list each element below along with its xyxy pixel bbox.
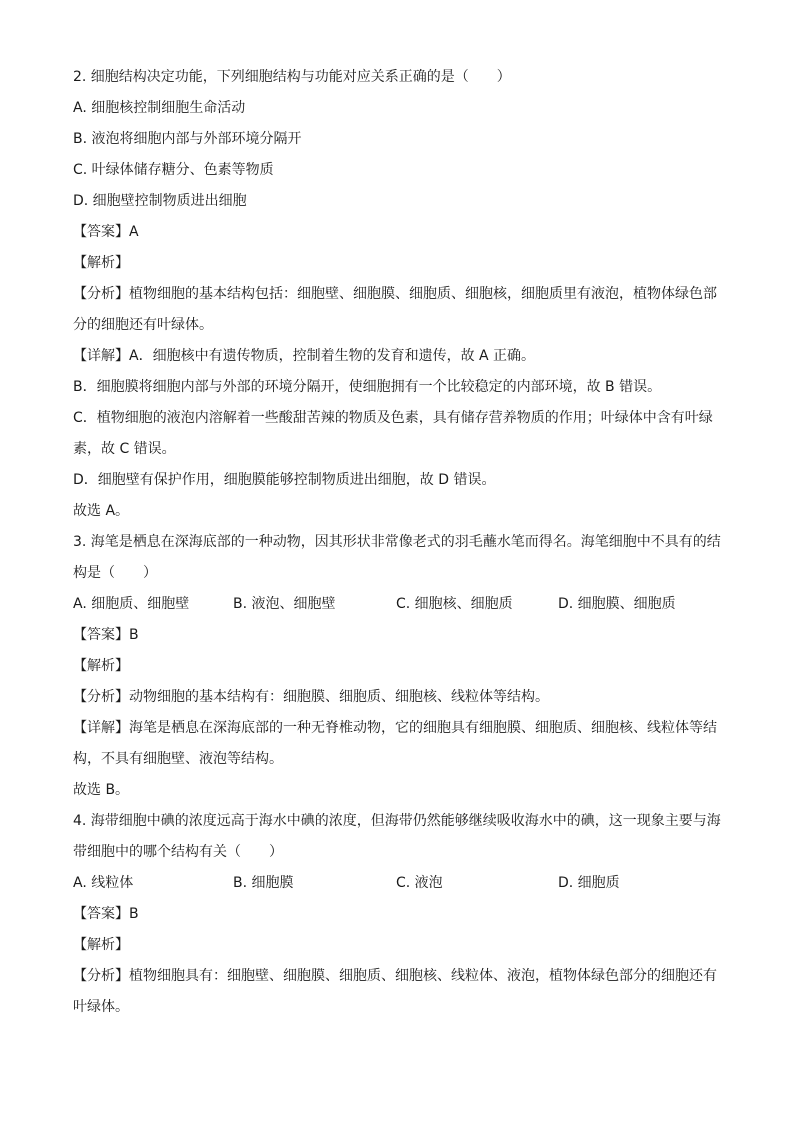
q3-answer: 【答案】B [73, 627, 139, 643]
q3-xiangjie-line1: 【详解】海笔是栖息在深海底部的一种无脊椎动物，它的细胞具有细胞膜、细胞质、细胞核、线粒体等结 [73, 720, 717, 736]
q3-fenxi: 【分析】动物细胞的基本结构有：细胞膜、细胞质、细胞核、线粒体等结构。 [73, 689, 549, 705]
q2-option-c: C. 叶绿体储存糖分、色素等物质 [73, 162, 274, 178]
q4-option-d: D. 细胞质 [558, 875, 620, 891]
q2-jiexi-heading: 【解析】 [73, 255, 129, 271]
q2-option-b: B. 液泡将细胞内部与外部环境分隔开 [73, 131, 302, 147]
q2-conclusion: 故选 A。 [73, 503, 130, 519]
q3-stem-line2: 构是（ ） [73, 565, 157, 581]
q3-option-a: A. 细胞质、细胞壁 [73, 596, 190, 612]
q4-jiexi-heading: 【解析】 [73, 937, 129, 953]
q2-xiangjie-c-line1: C．植物细胞的液泡内溶解着一些酸甜苦辣的物质及色素，具有储存营养物质的作用；叶绿体中含有叶绿 [73, 410, 713, 426]
q2-fenxi-line1: 【分析】植物细胞的基本结构包括：细胞壁、细胞膜、细胞质、细胞核，细胞质里有液泡，植物体绿色部 [73, 286, 717, 302]
q3-jiexi-heading: 【解析】 [73, 658, 129, 674]
q3-conclusion: 故选 B。 [73, 782, 130, 798]
q2-stem: 2. 细胞结构决定功能，下列细胞结构与功能对应关系正确的是（ ） [73, 69, 511, 85]
q4-option-b: B. 细胞膜 [233, 875, 294, 891]
q2-option-a: A. 细胞核控制细胞生命活动 [73, 100, 246, 116]
q3-xiangjie-line2: 构，不具有细胞壁、液泡等结构。 [73, 751, 283, 767]
q3-stem-line1: 3. 海笔是栖息在深海底部的一种动物，因其形状非常像老式的羽毛蘸水笔而得名。海笔细胞中不具有的结 [73, 534, 721, 550]
q2-answer: 【答案】A [73, 224, 139, 240]
q4-answer: 【答案】B [73, 906, 139, 922]
q3-option-d: D. 细胞膜、细胞质 [558, 596, 676, 612]
q2-xiangjie-d: D．细胞壁有保护作用，细胞膜能够控制物质进出细胞，故 D 错误。 [73, 472, 496, 488]
q2-xiangjie-b: B．细胞膜将细胞内部与外部的环境分隔开，使细胞拥有一个比较稳定的内部环境，故 B 错误。 [73, 379, 662, 395]
q3-options [73, 589, 723, 620]
document-page [73, 62, 723, 1023]
q4-option-c: C. 液泡 [396, 875, 443, 891]
q3-option-b: B. 液泡、细胞壁 [233, 596, 336, 612]
q4-stem-line2: 带细胞中的哪个结构有关（ ） [73, 844, 283, 860]
q2-option-d: D. 细胞壁控制物质进出细胞 [73, 193, 247, 209]
q2-xiangjie-a: 【详解】A．细胞核中有遗传物质，控制着生物的发育和遗传，故 A 正确。 [73, 348, 536, 364]
q4-fenxi-line1: 【分析】植物细胞具有：细胞壁、细胞膜、细胞质、细胞核、线粒体、液泡，植物体绿色部分的细胞还有 [73, 968, 717, 984]
q2-xiangjie-c-line2: 素，故 C 错误。 [73, 441, 176, 457]
q2-fenxi-line2: 分的细胞还有叶绿体。 [73, 317, 213, 333]
q4-fenxi-line2: 叶绿体。 [73, 999, 129, 1015]
q4-options [73, 868, 723, 899]
q4-option-a: A. 线粒体 [73, 875, 134, 891]
q3-option-c: C. 细胞核、细胞质 [396, 596, 513, 612]
q4-stem-line1: 4. 海带细胞中碘的浓度远高于海水中碘的浓度，但海带仍然能够继续吸收海水中的碘，这一现象主要与海 [73, 813, 721, 829]
